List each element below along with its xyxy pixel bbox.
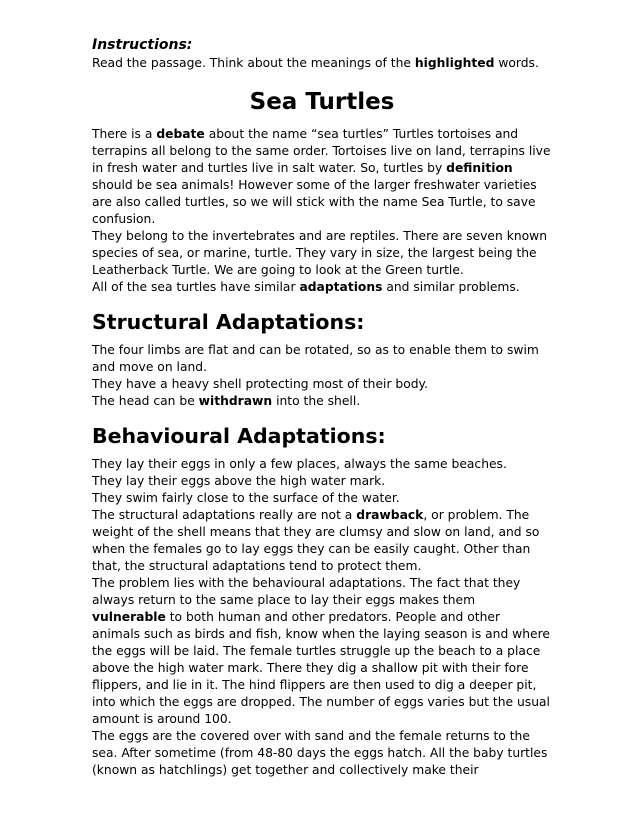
document-page [92,36,552,779]
structural-line: The four limbs are flat and can be rotated, so as to enable them to swim and move on land. [92,343,539,374]
behavioural-paragraph [92,575,552,728]
text-run: to both human and other predators. People and other animals such as birds and fish, know when the laying season is and where the eggs will be laid. The female turtles struggle up the beach to a place above the high water mark. There they dig a shallow pit with their fore flippers, and lie in it. The hind flippers are then used to dig a deeper pit, into which the eggs are dropped. The number of eggs varies but the usual amount is around 100. [92,610,550,726]
behavioural-line: They lay their eggs above the high water mark. [92,474,386,488]
instructions-text-part: words. [494,56,539,70]
intro-paragraph [92,126,552,228]
section-heading-behavioural: Behavioural Adaptations: [92,424,386,448]
highlighted-word: withdrawn [198,394,273,408]
behavioural-paragraph: The eggs are the covered over with sand and the female returns to the sea. After sometime (from 48-80 days the eggs hatch. All the baby turtles (known as hatchlings) get together and collectively make their [92,729,548,777]
structural-line: They have a heavy shell protecting most of their body. [92,377,428,391]
text-run: , or problem. The weight of the shell means that they are clumsy and slow on land, and so when the females go to lay eggs they can be easily caught. Other than that, the structural adaptations tend to protect them. [92,508,540,573]
instructions-text [92,55,552,72]
intro-paragraph: They belong to the invertebrates and are reptiles. There are seven known species of sea, or marine, turtle. They vary in size, the largest being the Leatherback Turtle. We are going to look at the Green turtle. [92,229,547,277]
section-heading-structural: Structural Adaptations: [92,310,365,334]
structural-line [92,393,552,410]
text-run: and similar problems. [382,280,520,294]
instructions-text-part: Read the passage. Think about the meanings of the [92,56,415,70]
text-run: There is a [92,127,157,141]
behavioural-paragraph [92,507,552,575]
instructions-heading: Instructions: [92,37,193,53]
text-run: about the name “sea turtles” Turtles tortoises and terrapins all belong to the same order. Tortoises live on land, terrapins live in fresh water and turtles live in salt water. So, turtles by [92,127,551,175]
highlighted-word: adaptations [299,280,383,294]
text-run: into the shell. [272,394,361,408]
behavioural-line: They swim fairly close to the surface of the water. [92,491,400,505]
highlighted-word: drawback [356,508,424,522]
highlighted-word: definition [446,161,513,175]
page-title: Sea Turtles [249,89,395,115]
highlighted-word: vulnerable [92,610,166,624]
text-run: The problem lies with the behavioural adaptations. The fact that they always return to the same place to lay their eggs makes them [92,576,521,607]
text-run: should be sea animals! However some of the larger freshwater varieties are also called turtles, so we will stick with the name Sea Turtle, to save confusion. [92,178,537,226]
highlighted-word: debate [156,127,205,141]
highlighted-word: highlighted [414,56,495,70]
behavioural-line: They lay their eggs in only a few places, always the same beaches. [92,457,507,471]
text-run: All of the sea turtles have similar [92,280,300,294]
text-run: The head can be [92,394,199,408]
text-run: The structural adaptations really are not a [92,508,357,522]
intro-paragraph [92,279,552,296]
